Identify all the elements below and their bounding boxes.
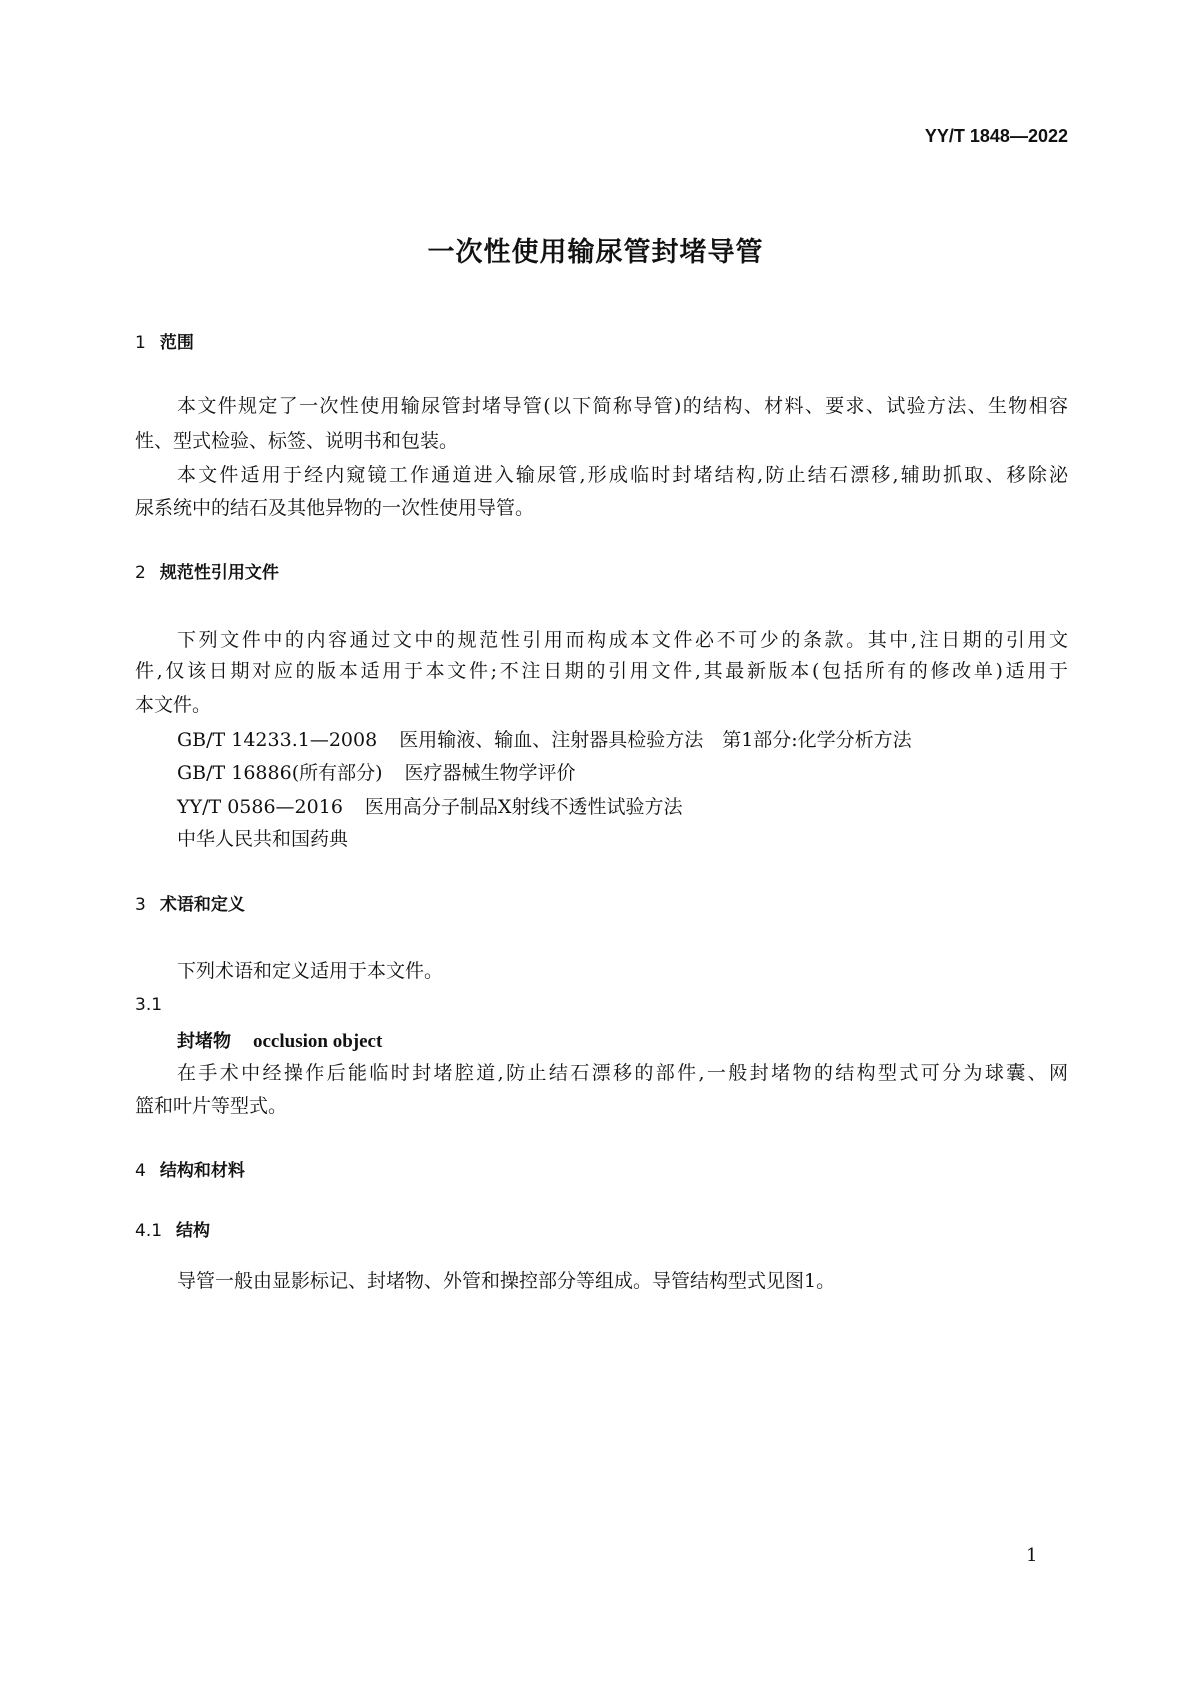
term-english: occlusion object bbox=[253, 1031, 383, 1052]
section-number: 2 bbox=[135, 563, 146, 583]
section-title: 结构和材料 bbox=[159, 1161, 245, 1181]
reference-code: YY/T 0586—2016 bbox=[177, 796, 343, 818]
paragraph-line: 下列文件中的内容通过文中的规范性引用而构成本文件必不可少的条款。其中,注日期的引用文 bbox=[177, 629, 1068, 651]
reference-title: 医用输液、输血、注射器具检验方法 第1部分:化学分析方法 bbox=[399, 729, 912, 751]
term-chinese: 封堵物 bbox=[177, 1031, 231, 1052]
section-title: 术语和定义 bbox=[159, 895, 245, 915]
section-3-heading bbox=[135, 893, 245, 917]
reference-code: GB/T 16886(所有部分) bbox=[177, 762, 383, 784]
section-2-heading bbox=[135, 561, 279, 585]
section-title: 范围 bbox=[159, 333, 194, 353]
reference-item bbox=[177, 728, 1068, 752]
paragraph-line: 篮和叶片等型式。 bbox=[135, 1095, 288, 1117]
paragraph-line: 本文件适用于经内窥镜工作通道进入输尿管,形成临时封堵结构,防止结石漂移,辅助抓取、移除泌 bbox=[177, 464, 1068, 486]
paragraph-line: 下列术语和定义适用于本文件。 bbox=[177, 960, 444, 982]
section-number: 4 bbox=[135, 1161, 146, 1181]
paragraph-line: 本文件。 bbox=[135, 694, 212, 716]
section-title: 规范性引用文件 bbox=[159, 563, 279, 583]
reference-title: 医用高分子制品X射线不透性试验方法 bbox=[364, 796, 683, 818]
term-entry bbox=[177, 1027, 382, 1053]
standard-number: YY/T 1848—2022 bbox=[924, 126, 1068, 146]
document-title: 一次性使用输尿管封堵导管 bbox=[427, 237, 764, 268]
paragraph-line: 尿系统中的结石及其他异物的一次性使用导管。 bbox=[135, 497, 535, 519]
reference-title: 中华人民共和国药典 bbox=[177, 828, 349, 850]
section-number: 4.1 bbox=[135, 1221, 163, 1241]
reference-item bbox=[177, 827, 1068, 851]
page-number: 1 bbox=[1026, 1545, 1038, 1566]
reference-item bbox=[177, 761, 1068, 785]
paragraph-line: 件,仅该日期对应的版本适用于本文件;不注日期的引用文件,其最新版本(包括所有的修改单)适用于 bbox=[135, 660, 1068, 682]
section-number: 1 bbox=[135, 333, 146, 353]
paragraph-line: 性、型式检验、标签、说明书和包装。 bbox=[135, 430, 459, 452]
section-4-heading bbox=[135, 1159, 245, 1183]
paragraph-line: 导管一般由显影标记、封堵物、外管和操控部分等组成。导管结构型式见图1。 bbox=[177, 1270, 836, 1292]
subsection-4-1-heading bbox=[135, 1219, 210, 1243]
section-title: 结构 bbox=[176, 1221, 211, 1241]
section-1-heading bbox=[135, 331, 194, 355]
paragraph-line: 在手术中经操作后能临时封堵腔道,防止结石漂移的部件,一般封堵物的结构型式可分为球囊、网 bbox=[177, 1062, 1068, 1084]
paragraph-line: 本文件规定了一次性使用输尿管封堵导管(以下简称导管)的结构、材料、要求、试验方法、生物相容 bbox=[177, 395, 1068, 417]
reference-code: GB/T 14233.1—2008 bbox=[177, 729, 378, 751]
section-number: 3 bbox=[135, 895, 146, 915]
term-number: 3.1 bbox=[135, 995, 163, 1015]
reference-item bbox=[177, 795, 1068, 819]
reference-title: 医疗器械生物学评价 bbox=[404, 762, 576, 784]
